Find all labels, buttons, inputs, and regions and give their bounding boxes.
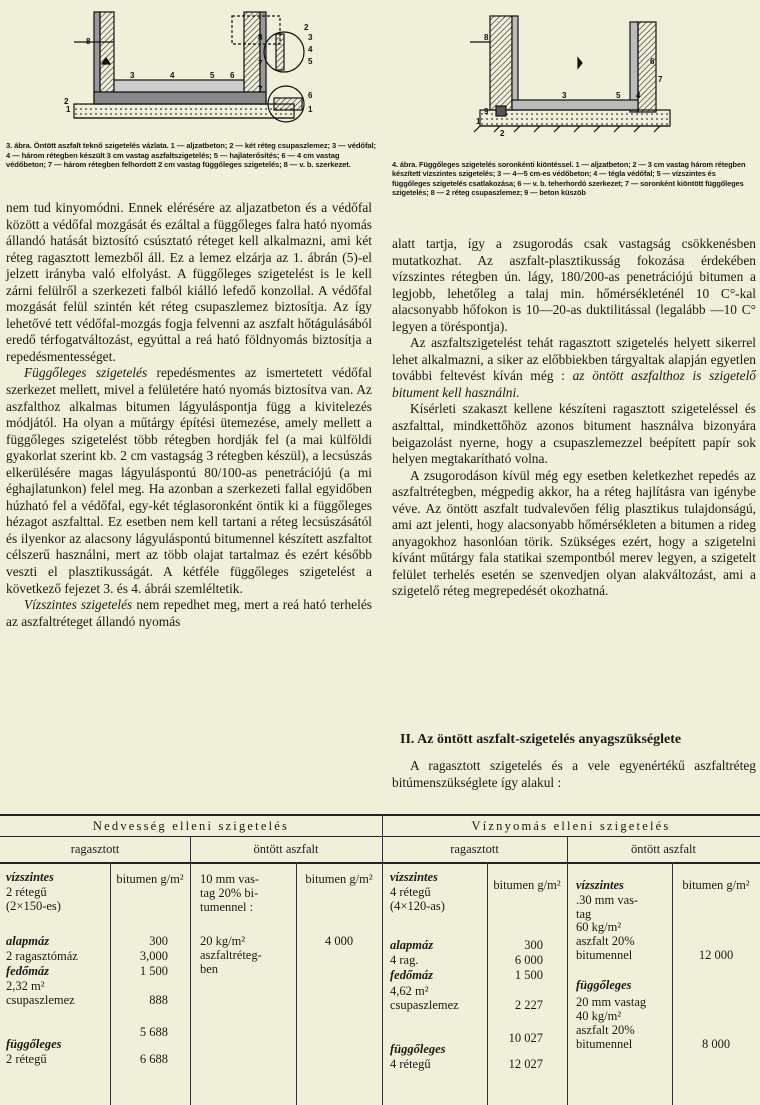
fig3-label: 6 [308,91,313,100]
cell-desc: aszfaltréteg- [200,948,262,962]
sub-header-ragasztott: ragasztott [70,842,120,856]
cell-desc: 4 rétegű [390,885,431,899]
fig3-label: 1 [308,105,313,114]
cell-desc: 60 kg/m² [576,920,622,934]
figure-3-drawing [14,2,386,140]
left-column-text [6,200,372,630]
bitumen-header: bitumen g/m² [493,878,561,892]
row-value: 300 [524,938,543,952]
row-value: 300 [149,934,168,948]
cell-desc: 4 rétegű [390,1057,431,1071]
fig3-label: 6 [230,71,235,80]
cell-desc: (4×120-as) [390,899,445,913]
paragraph-lead: Vízszintes szigetelés [24,597,133,613]
fig3-label: 2 [64,97,69,106]
row-value: 5 688 [139,1025,168,1039]
cell-desc: 20 kg/m² [200,934,246,948]
fig4-label: 1 [476,117,481,126]
cell-fuggoleges: függőleges [390,1042,446,1056]
table-divider [567,836,568,1105]
section-heading: II. Az öntött aszfalt-szigetelés anyagszükséglete [400,732,682,747]
row-value: 2 227 [514,998,543,1012]
table-rule [0,814,760,816]
cell-desc: ben [200,962,219,976]
fig3-label: 8 [258,33,263,42]
row-label: fedőmáz [6,964,50,978]
paragraph: nem tud kinyomódni. Ennek elérésére az aljazatbeton és a védőfal között a védőfal mozgását és ezáltal a függőleges falra ható nyomás állandó hatását biztosító csúsztató réteget kell alkalmazni, ami két réteg ragasztott lemezből áll. Ez a lemez elzárja az 1. ábrán (5)-el jelzett irányba való elfolyást. A függőleges szigetelést is le kell zárni felülről a szerkezeti falból kiálló lefedő konzollal. A védőfal mozgását felül szintén két réteg csupaszlemez biztosítja. Az így lehetővé tett védőfal-mozgás fogja felvenni az aszfalt hőtágulásából eredő térfogatváltozást, egyúttal a reá ható földnyomás biztosítja a repedésmentességet. [6,200,372,364]
group-header-right: Víznyomás elleni szigetelés [471,819,671,833]
fig4-label: 7 [658,75,663,84]
figure-4-drawing [440,2,756,152]
cell-desc: bitumennel [576,1037,633,1051]
fig3-label: 5 [308,57,313,66]
row-label: alapmáz [6,934,50,948]
paragraph [392,335,756,401]
bitumen-table [0,812,760,1105]
row-label: fedőmáz [390,968,434,982]
row-value: 888 [149,993,168,1007]
sub-header-ontott: öntött aszfalt [253,842,319,856]
fig4-label: 6 [650,57,655,66]
cell-desc: 20 mm vastag [576,995,647,1009]
fig3-label: 7 [258,59,263,68]
cell-vizszintes: vízszintes [6,870,54,884]
cell-desc: bitumennel [576,948,633,962]
cell-desc: tag 20% bi- [200,886,259,900]
row-label: csupaszlemez [390,998,459,1012]
table-rule [0,862,760,864]
cell-vizszintes: vízszintes [390,870,438,884]
row-value: 3,000 [139,949,168,963]
fig4-label: 8 [484,33,489,42]
section-intro: A ragasztott szigetelés és a vele egyenértékű aszfaltréteg bitúmenszükséglete így alakul : [392,758,756,790]
group-header-left: Nedvesség elleni szigetelés [92,819,290,833]
fig3-label: 7 [258,85,263,94]
cell-desc: (2×150-es) [6,899,61,913]
fig4-label: 9 [484,107,489,116]
table-divider [110,862,111,1105]
row-label: 4 rag. [390,953,419,967]
row-label: 2 ragasztómáz [6,949,78,963]
paragraph: A zsugorodáson kívül még egy esetben keletkezhet repedés az aszfaltrétegben, mégpedig akkor, ha a réteg hajlításra van igénybe véve. Az öntött aszfalt tudvalevően félig plasztikus tulajdonságú, ami azt jelenti, hogy alacsonyabb hőmérsékleten a bitumen a rideg anyagokhoz hasonlóan törik. Szükséges ezért, hogy a szigetelni kívánt műtárgy fala statikai szempontból merev legyen, a szigetelt felület terhelés esetén se szenvedjen olyan alakváltozást, ami a szigetelő réteg megrepedését okozhatná. [392,467,756,599]
bitumen-header: bitumen g/m² [682,878,750,892]
paragraph-body: Az aszfaltszigetelést tehát ragasztott szigetelés helyett sikerrel lehet alkalmazni, a siker az előbbiekben tárgyaltak alapján egyetlen további feltevést kíván még : [392,335,756,384]
cell-vizszintes: vízszintes [576,878,624,892]
paragraph [6,597,372,630]
row-value: 4 000 [324,934,354,948]
fig4-label: 2 [500,129,505,138]
row-value: 8 000 [701,1037,731,1051]
right-column-text [392,236,756,600]
row-value: 10 027 [508,1031,543,1045]
table-divider [190,836,191,1105]
fig3-label: 2 [304,23,309,32]
cell-desc: 2 rétegű [6,1052,47,1066]
sub-header-ragasztott: ragasztott [450,842,499,856]
bitumen-header: bitumen g/m² [116,872,184,886]
paragraph-lead: Függőleges szigetelés [24,365,148,381]
paragraph: alatt tartja, így a zsugorodás csak vastagság csökkenésben mutatkozhat. Az aszfalt-plasztikusság fokozása érdekében vízszintes rétegben ún. lágy, 180/200-as penetrációjú bitumen a legjobb, lehetőleg a talaj min. hőmérsékleténél 10 C°-kal alacsonyabb hőfokon is 10—20-as duktilitással (legalább —10 C° legyen a töréspontja). [392,236,756,334]
table-rule [0,836,760,837]
row-label: csupaszlemez [6,993,75,1007]
bitumen-header: bitumen g/m² [305,872,373,886]
fig4-label: 4 [636,91,641,100]
cell-desc: 2 rétegű [6,885,47,899]
paragraph [6,365,372,597]
cell-desc: aszfalt 20% [576,1023,635,1037]
cell-desc: 40 kg/m² [576,1009,622,1023]
row-label: 4,62 m² [390,984,429,998]
fig3-label: 8 [86,37,91,46]
fig3-label: 3 [130,71,135,80]
figure-4-caption: 4. ábra. Függőleges szigetelés soronkénti kiöntéssel. 1 — aljzatbeton; 2 — 3 cm vastag három rétegben készített vízszintes szigetelés; 3 — 4—5 cm-es védőbeton; 4 — tégla védőfal; 5 — vízszintes és függőleges szigetelés csatlakozása; 6 — v. b. teherhordó szerkezet; 7 — soronként kiöntött függőleges szigetelés; 8 — 2 réteg csupaszlemez; 9 — beton küszöb [392,160,746,197]
fig3-label: 4 [308,45,313,54]
fig3-label: 1 [66,105,71,114]
cell-fuggoleges: függőleges [576,978,632,992]
sub-header-ontott: öntött aszfalt [631,842,696,856]
row-value: 6 000 [514,953,543,967]
row-value: 6 688 [139,1052,168,1066]
table-divider [382,814,383,1105]
row-value: 1 500 [514,968,543,982]
row-value: 1 500 [139,964,168,978]
paragraph-emphasis: az öntött aszfalthoz is szigetelő bitument kell használni. [392,368,756,400]
cell-desc: tag [576,907,592,921]
fig3-label: 4 [170,71,175,80]
fig3-label: 5 [210,71,215,80]
fig4-label: 5 [616,91,621,100]
cell-desc: aszfalt 20% [576,934,635,948]
cell-desc: tumennel : [200,900,254,914]
cell-fuggoleges: függőleges [6,1037,62,1051]
figure-3-caption: 3. ábra. Öntött aszfalt teknő szigetelés vázlata. 1 — aljzatbeton; 2 — két réteg csupaszlemez; 3 — védőfal; 4 — három rétegben készült 3 cm vastag aszfaltszigetelés; 5 — hajlaterősítés; 6 — 4 cm vastag védőbeton; 7 — három rétegben felhordott 2 cm vastag függőleges szigetelés; 8 — v. b. szerkezet. [6,141,376,170]
fig4-label: 3 [562,91,567,100]
table-divider [296,862,297,1105]
cell-desc: .30 mm vas- [576,893,639,907]
fig3-label: 3 [308,33,313,42]
row-value: 12 000 [698,948,734,962]
row-label: alapmáz [390,938,434,952]
paragraph-body: repedésmentes az ismertetett védőfal szerkezet mellett, mivel a felületére ható nyomás biztosítva van. Az aszfalthoz alkalmas bitumen lágyuláspontja függ a kivitelezés módjától. Ha olyan a műtárgy építési ütemezése, amely mellett a függőleges szigetelést több rétegben hordják fel (a mai külföldi gyakorlat szerint kb. 2 cm vastagság 3 rétegben készül), a lecsúszás elkerülésére magas lágyuláspontú 80/100-as penetrációjú (a mi éghajlatunkon) felel meg. Ha azonban a szerkezeti fallal egyidőben húzható fel a védőfal, egy-két téglasoronként öntik ki a függőleges hézagot aszfalttal. Ez esetben nem kell tartani a réteg lecsúszásától és ilyenkor az alacsony lágyuláspontú bitumennel készített aszfaltot célszerű használni, mert az több olajat tartalmaz és ezért később veszti el plasztikusságát. A kétféle függőleges szigetelést a következő fejezet 3. és 4. ábrái szemléltetik. [6,365,372,596]
row-value: 12 027 [508,1057,543,1071]
cell-desc: 10 mm vas- [200,872,260,886]
table-divider [672,862,673,1105]
row-label: 2,32 m² [6,979,45,993]
paragraph-body: nem repedhet meg, mert a reá ható terhelés az aszfaltréteget állandó nyomás [6,597,372,629]
paragraph: Kísérleti szakaszt kellene készíteni ragasztott szigeteléssel és aszfalttal, mindkettőhöz azonos bitument használva bizonyára beigazolást nyerne, hogy a csupaszlemezzel beépített papír sok helyen megtakarítható volna. [392,401,756,467]
